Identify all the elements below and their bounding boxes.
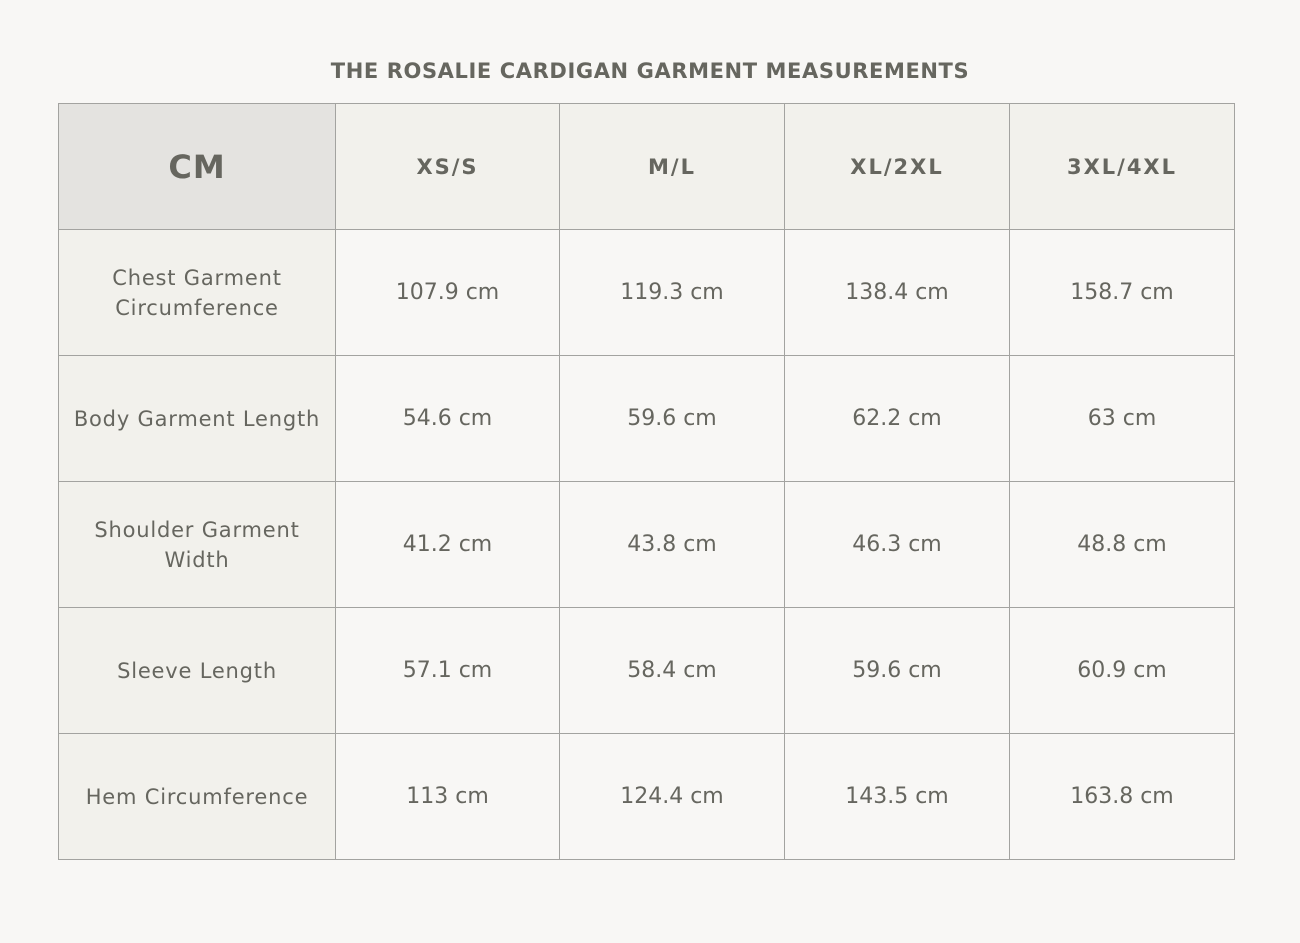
row-label: Sleeve Length xyxy=(59,608,336,734)
measurement-cell: 107.9 cm xyxy=(336,230,560,356)
measurement-cell: 138.4 cm xyxy=(785,230,1010,356)
measurement-cell: 63 cm xyxy=(1010,356,1235,482)
size-header-xl-2xl: XL/2XL xyxy=(785,104,1010,230)
header-row xyxy=(59,104,1235,230)
measurement-cell: 143.5 cm xyxy=(785,734,1010,860)
measurement-cell: 113 cm xyxy=(336,734,560,860)
size-header-m-l: M/L xyxy=(560,104,785,230)
measurement-cell: 124.4 cm xyxy=(560,734,785,860)
measurement-cell: 43.8 cm xyxy=(560,482,785,608)
measurement-cell: 163.8 cm xyxy=(1010,734,1235,860)
measurement-cell: 60.9 cm xyxy=(1010,608,1235,734)
size-header-3xl-4xl: 3XL/4XL xyxy=(1010,104,1235,230)
row-label: Body Garment Length xyxy=(59,356,336,482)
row-label: Hem Circumference xyxy=(59,734,336,860)
table-row xyxy=(59,356,1235,482)
unit-header: CM xyxy=(59,104,336,230)
measurement-cell: 58.4 cm xyxy=(560,608,785,734)
measurement-cell: 59.6 cm xyxy=(560,356,785,482)
table-row xyxy=(59,230,1235,356)
measurement-cell: 119.3 cm xyxy=(560,230,785,356)
table-row xyxy=(59,608,1235,734)
measurement-cell: 46.3 cm xyxy=(785,482,1010,608)
measurement-cell: 48.8 cm xyxy=(1010,482,1235,608)
measurement-cell: 54.6 cm xyxy=(336,356,560,482)
measurement-cell: 158.7 cm xyxy=(1010,230,1235,356)
row-label: Shoulder Garment Width xyxy=(59,482,336,608)
table-row xyxy=(59,734,1235,860)
table-row xyxy=(59,482,1235,608)
measurement-cell: 41.2 cm xyxy=(336,482,560,608)
measurement-table xyxy=(58,103,1235,860)
page-title: THE ROSALIE CARDIGAN GARMENT MEASUREMENTS xyxy=(330,59,970,83)
size-header-xs-s: XS/S xyxy=(336,104,560,230)
measurement-cell: 62.2 cm xyxy=(785,356,1010,482)
row-label: Chest Garment Circumference xyxy=(59,230,336,356)
measurement-cell: 59.6 cm xyxy=(785,608,1010,734)
measurement-cell: 57.1 cm xyxy=(336,608,560,734)
